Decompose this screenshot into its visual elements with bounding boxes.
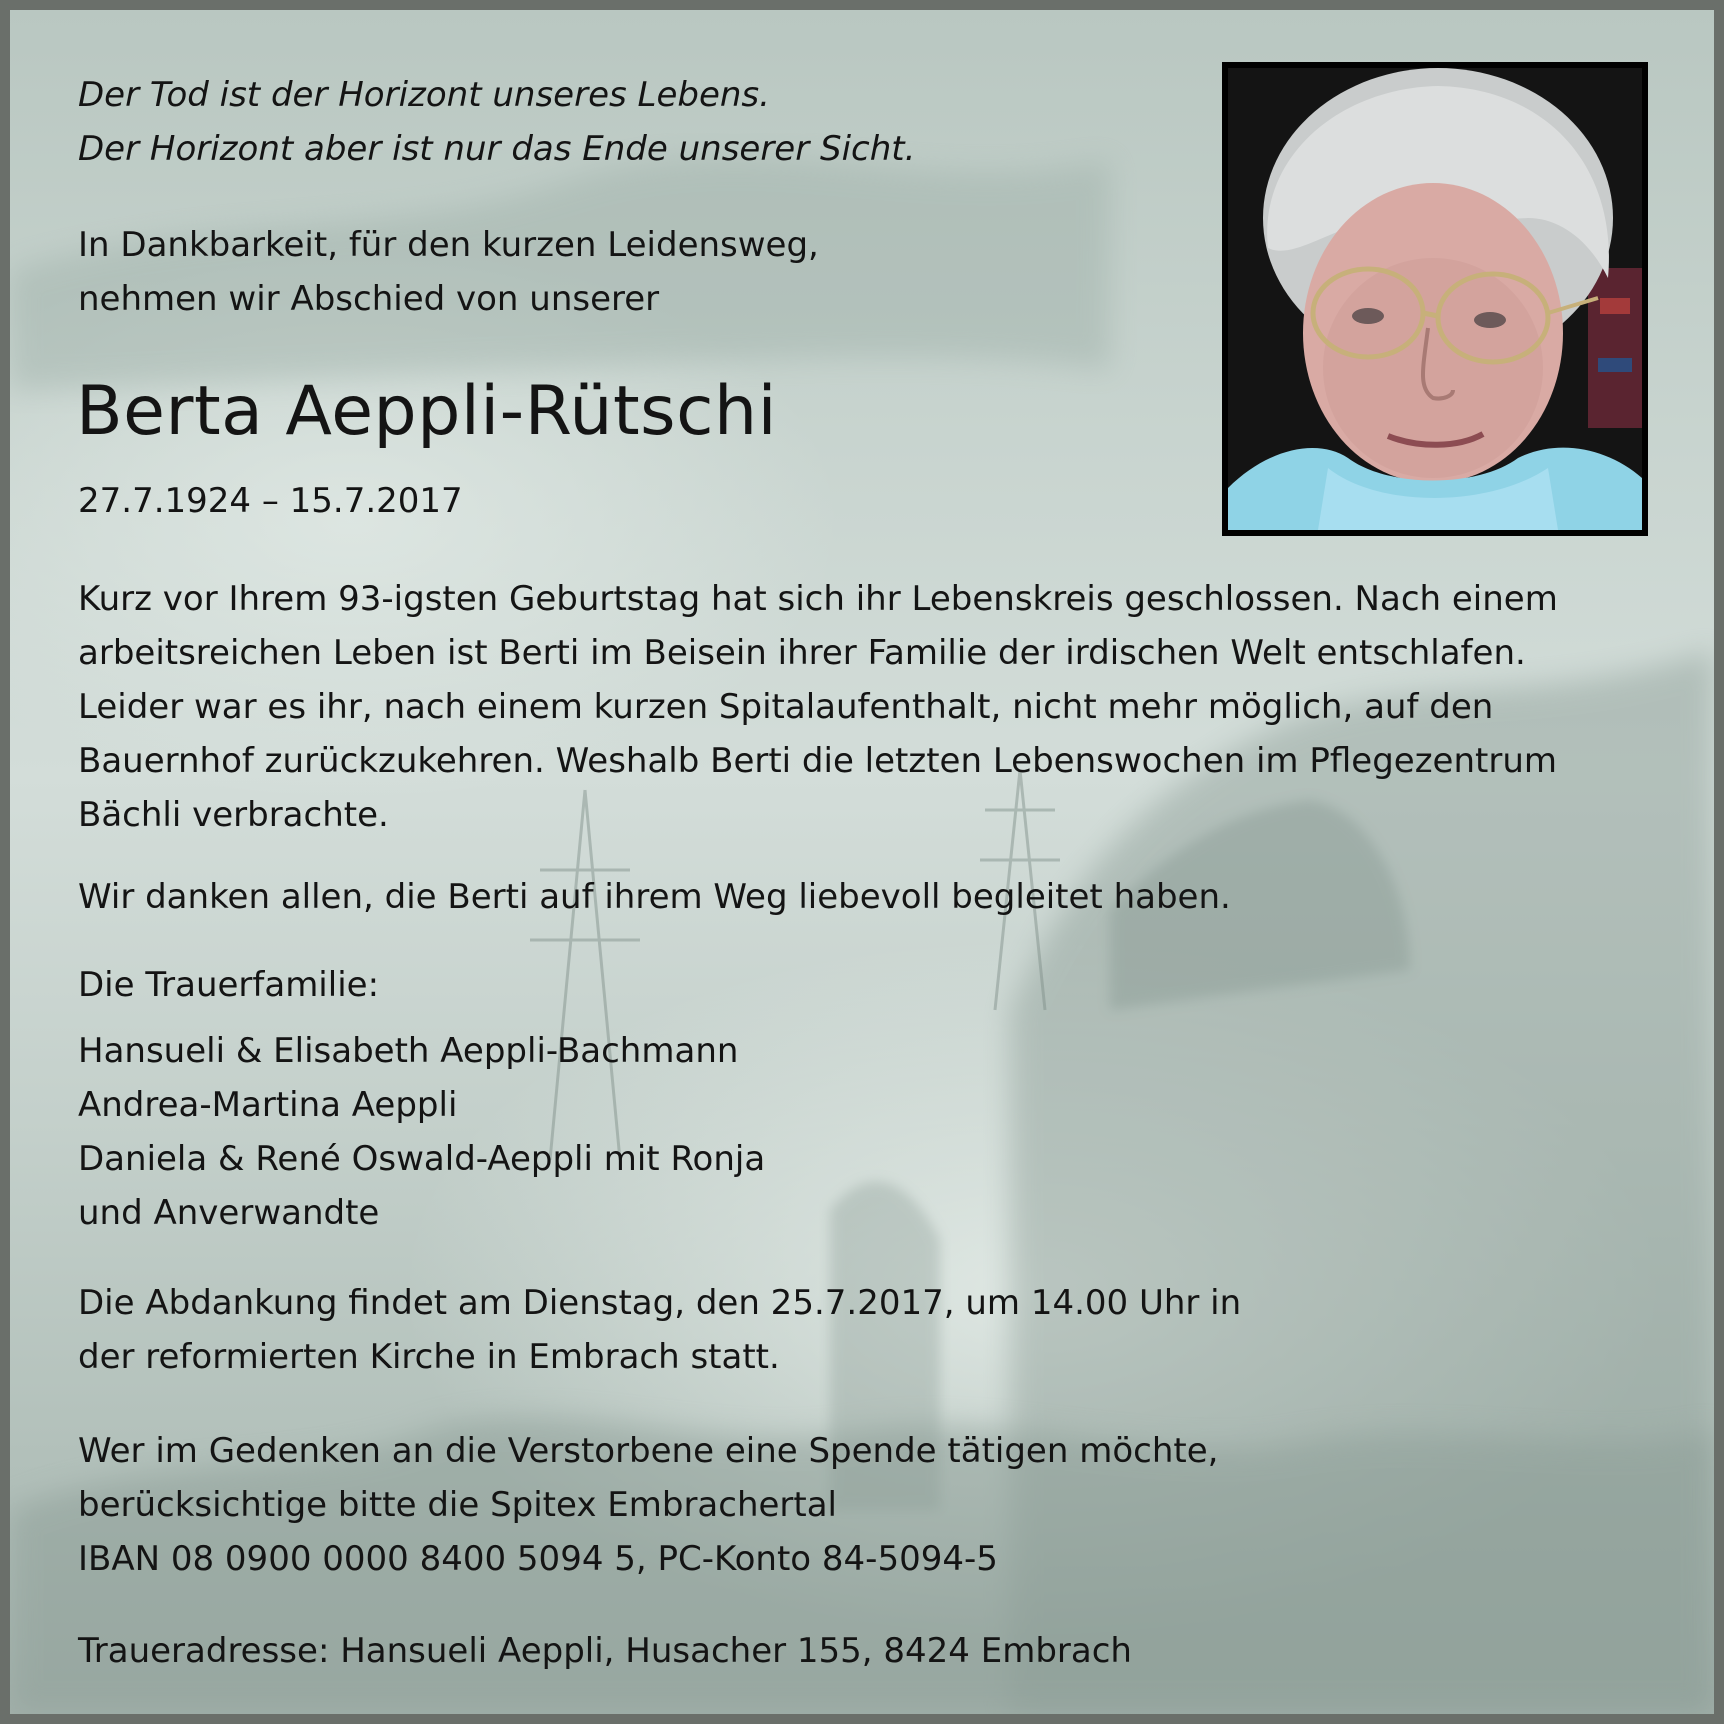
biography-line: Leider war es ihr, nach einem kurzen Spitalaufenthalt, nicht mehr möglich, auf den [78,687,1494,727]
family-member: Andrea-Martina Aeppli [78,1085,458,1125]
motto-quote [78,68,915,176]
donation-line: berücksichtige bitte die Spitex Embrachertal [78,1485,838,1525]
intro-line: In Dankbarkeit, für den kurzen Leidensweg, [78,225,819,265]
mourning-address: Traueradresse: Hansueli Aeppli, Husacher 155, 8424 Embrach [78,1631,1132,1671]
biography-line: Kurz vor Ihrem 93-igsten Geburtstag hat sich ihr Lebenskreis geschlossen. Nach einem [78,579,1558,619]
family-list [78,1024,765,1240]
biography-line: Bauernhof zurückzukehren. Weshalb Berti die letzten Lebenswochen im Pflegezentrum [78,741,1557,781]
intro-line: nehmen wir Abschied von unserer [78,279,660,319]
life-dates: 27.7.1924 – 15.7.2017 [78,481,463,521]
intro-text [78,218,819,326]
family-member: Daniela & René Oswald-Aeppli mit Ronja [78,1139,766,1179]
thanks-text: Wir danken allen, die Berti auf ihrem Weg liebevoll begleitet haben. [78,877,1231,917]
service-line: Die Abdankung findet am Dienstag, den 25.7.2017, um 14.00 Uhr in [78,1283,1242,1323]
biography-line: Bächli verbrachte. [78,795,389,835]
family-member: und Anverwandte [78,1193,380,1233]
family-member: Hansueli & Elisabeth Aeppli-Bachmann [78,1031,739,1071]
donation-line: Wer im Gedenken an die Verstorbene eine Spende tätigen möchte, [78,1431,1219,1471]
service-line: der reformierten Kirche in Embrach statt. [78,1337,780,1377]
deceased-name: Berta Aeppli-Rütschi [76,372,777,451]
service-announcement [78,1276,1241,1384]
portrait-photo [1228,68,1642,530]
motto-line: Der Tod ist der Horizont unseres Lebens. [78,75,770,115]
biography-line: arbeitsreichen Leben ist Berti im Beisein ihrer Familie der irdischen Welt entschlafen. [78,633,1526,673]
donation-line: IBAN 08 0900 0000 8400 5094 5, PC-Konto 84-5094-5 [78,1539,998,1579]
biography-paragraph [78,572,1678,842]
motto-line: Der Horizont aber ist nur das Ende unserer Sicht. [78,129,916,169]
family-heading: Die Trauerfamilie: [78,965,380,1005]
portrait-frame [1222,62,1648,536]
donation-notice [78,1424,1218,1586]
